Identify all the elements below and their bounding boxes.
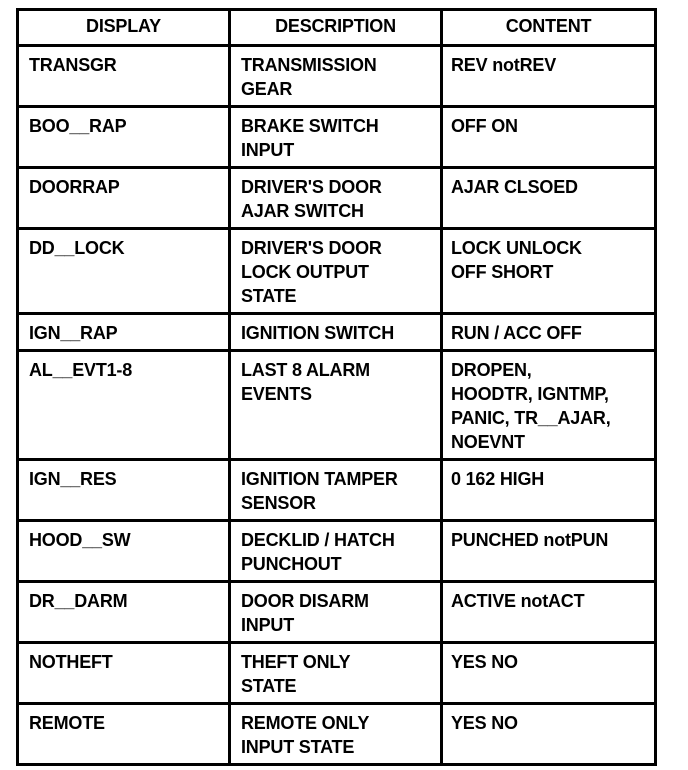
cell-description: THEFT ONLY STATE bbox=[230, 643, 442, 704]
table-row bbox=[18, 643, 656, 704]
cell-content: REV notREV bbox=[442, 46, 656, 107]
alarm-display-table-container bbox=[16, 8, 654, 766]
cell-description: TRANSMISSION GEAR bbox=[230, 46, 442, 107]
cell-display: HOOD__SW bbox=[18, 521, 230, 582]
cell-display: AL__EVT1-8 bbox=[18, 351, 230, 460]
table-row bbox=[18, 229, 656, 314]
cell-content: OFF ON bbox=[442, 107, 656, 168]
cell-content: 0 162 HIGH bbox=[442, 460, 656, 521]
cell-description: DRIVER'S DOOR LOCK OUTPUT STATE bbox=[230, 229, 442, 314]
cell-description: REMOTE ONLY INPUT STATE bbox=[230, 704, 442, 765]
table-row bbox=[18, 351, 656, 460]
cell-description: DRIVER'S DOOR AJAR SWITCH bbox=[230, 168, 442, 229]
cell-display: REMOTE bbox=[18, 704, 230, 765]
cell-description: BRAKE SWITCH INPUT bbox=[230, 107, 442, 168]
cell-content: ACTIVE notACT bbox=[442, 582, 656, 643]
header-content: CONTENT bbox=[442, 10, 656, 46]
cell-display: DD__LOCK bbox=[18, 229, 230, 314]
cell-display: IGN__RAP bbox=[18, 314, 230, 351]
table-row bbox=[18, 168, 656, 229]
cell-display: NOTHEFT bbox=[18, 643, 230, 704]
cell-content: AJAR CLSOED bbox=[442, 168, 656, 229]
table-row bbox=[18, 314, 656, 351]
cell-description: DECKLID / HATCH PUNCHOUT bbox=[230, 521, 442, 582]
cell-display: BOO__RAP bbox=[18, 107, 230, 168]
cell-content: DROPEN, HOODTR, IGNTMP, PANIC, TR__AJAR, NOEVNT bbox=[442, 351, 656, 460]
cell-description: IGNITION SWITCH bbox=[230, 314, 442, 351]
header-display: DISPLAY bbox=[18, 10, 230, 46]
cell-content: YES NO bbox=[442, 704, 656, 765]
cell-content: LOCK UNLOCK OFF SHORT bbox=[442, 229, 656, 314]
table-row bbox=[18, 582, 656, 643]
cell-display: DR__DARM bbox=[18, 582, 230, 643]
cell-display: DOORRAP bbox=[18, 168, 230, 229]
cell-content: YES NO bbox=[442, 643, 656, 704]
table-row bbox=[18, 704, 656, 765]
header-description: DESCRIPTION bbox=[230, 10, 442, 46]
cell-content: PUNCHED notPUN bbox=[442, 521, 656, 582]
cell-description: DOOR DISARM INPUT bbox=[230, 582, 442, 643]
table-row bbox=[18, 46, 656, 107]
cell-display: IGN__RES bbox=[18, 460, 230, 521]
cell-display: TRANSGR bbox=[18, 46, 230, 107]
cell-content: RUN / ACC OFF bbox=[442, 314, 656, 351]
table-row bbox=[18, 107, 656, 168]
cell-description: LAST 8 ALARM EVENTS bbox=[230, 351, 442, 460]
cell-description: IGNITION TAMPER SENSOR bbox=[230, 460, 442, 521]
alarm-display-table bbox=[16, 8, 657, 766]
table-body bbox=[18, 46, 656, 765]
table-row bbox=[18, 460, 656, 521]
table-row bbox=[18, 521, 656, 582]
header-row bbox=[18, 10, 656, 46]
